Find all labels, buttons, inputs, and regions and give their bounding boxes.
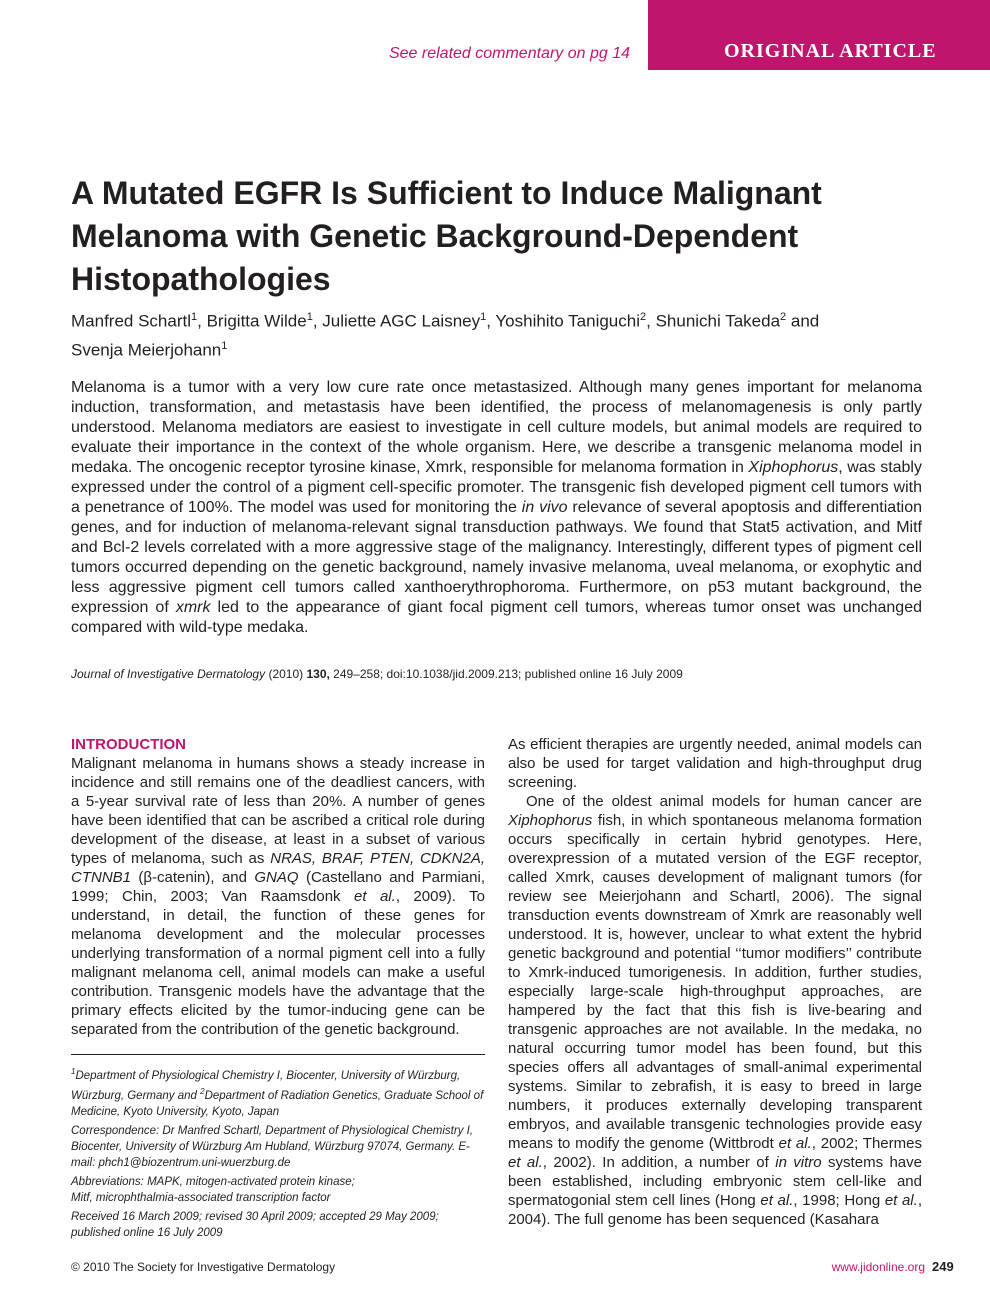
text-run: Xiphophorus — [508, 812, 593, 829]
related-commentary-link[interactable]: See related commentary on pg 14 — [388, 45, 630, 62]
text-run: Malignant melanoma in humans shows a steady increase in incidence and still remains one of the deadliest cancers, with a 5-year survival rate of less than 20%. A number of genes have been identified that can be ascribed a critical role during development of the disease, at least in a subset of various types of melanoma, such as — [71, 755, 485, 867]
text-run: 1 — [71, 1067, 76, 1076]
right-column — [508, 735, 922, 1229]
text-run: 2 — [200, 1086, 205, 1096]
text-run: , 1998; Hong — [793, 1192, 885, 1209]
author-name: Manfred Schartl — [71, 311, 191, 331]
text-run: Melanoma is a tumor with a very low cure rate once metastasized. Although many genes important for melanoma induction, transformation, and metastasis have been identified, the process of melanomagenesis is only partly understood. Melanoma mediators are easiest to investigate in cell culture models, but animal models are required to evaluate their importance in the context of the whole organism. Here, we describe a transgenic melanoma model in medaka. The oncogenic receptor tyrosine kinase, Xmrk, responsible for melanoma formation in — [71, 379, 922, 476]
author-name: Brigitta Wilde — [206, 311, 307, 331]
text-run: fish, in which spontaneous melanoma formation occurs specifically in certain hybrid genotypes. Here, overexpression of a mutated version of the EGF receptor, called Xmrk, causes development of malignant tumors (for review see Meierjohann and Schartl, 2006). The signal transduction events downstream of Xmrk are reasonably well understood. It is, however, unclear to what extent the hybrid genetic background and potential ‘‘tumor modifiers’’ contribute to Xmrk-induced tumorigenesis. In addition, further studies, especially large-scale high-throughput approaches, are hampered by the fact that this fish is live-bearing and transgenic approaches are not available. In the medaka, no natural occurring tumor model has been found, but this species offers all advantages of small-animal experimental systems. Similar to zebrafish, it is easy to breed in large numbers, it produces externally developing transparent embryos, and available transgenic technologies provide easy means to modify the genome (Wittbrodt — [508, 812, 922, 1152]
abstract — [71, 378, 922, 638]
text-run: (β-catenin), and — [131, 869, 255, 886]
text-run: et al. — [508, 1154, 543, 1171]
body-paragraph — [508, 792, 922, 1229]
text-run: Department of Radiation Genetics, Graduate School of Medicine, Kyoto University, Kyoto, Japan — [71, 1089, 484, 1118]
journal-website-link[interactable]: www.jidonline.org — [831, 1260, 925, 1274]
abbreviations-line-2: Mitf, microphthalmia-associated transcription factor — [71, 1191, 331, 1204]
text-run: , 2002; Thermes — [811, 1135, 922, 1152]
text-run: et al. — [354, 888, 396, 905]
introduction-heading: INTRODUCTION — [71, 736, 186, 753]
text-run: et al. — [884, 1192, 918, 1209]
author-affiliation: 1 — [306, 311, 313, 323]
copyright-notice: © 2010 The Society for Investigative Dermatology — [71, 1260, 336, 1274]
introduction-paragraph — [71, 754, 485, 1039]
section-banner — [648, 0, 990, 70]
text-run: in vivo — [521, 499, 568, 516]
left-column — [71, 735, 485, 1039]
section-banner-label: ORIGINAL ARTICLE — [724, 40, 937, 62]
text-run: One of the oldest animal models for human cancer are — [526, 793, 922, 810]
text-run: et al. — [778, 1135, 812, 1152]
text-run: 130, — [306, 667, 330, 681]
text-run: , 2009). To understand, in detail, the function of these genes for melanoma development and the molecular processes underlying transformation of a normal pigment cell into a fully malignant melanoma cell, animal models can make a useful contribution. Transgenic models have the advantage that the primary effects elicited by the tumor-inducing gene can be separated from the contribution of the genetic background. — [71, 888, 485, 1038]
author-affiliation: 2 — [640, 311, 647, 323]
footnote-divider — [71, 1054, 485, 1055]
author-name: Shunichi Takeda — [655, 311, 781, 331]
body-paragraph — [508, 735, 922, 792]
text-run: NRAS, BRAF, PTEN, CDKN2A, CTNNB1 — [71, 850, 485, 886]
text-run: Xiphophorus — [748, 459, 839, 476]
author-affiliation: 1 — [221, 339, 228, 352]
author-affiliation: 1 — [480, 311, 487, 323]
author-name: Juliette AGC Laisney — [322, 311, 481, 331]
page-number: 249 — [932, 1259, 954, 1274]
text-run: (Castellano and Parmiani, 1999; Chin, 2003; Van Raamsdonk — [71, 869, 485, 905]
text-run: led to the appearance of giant focal pigment cell tumors, whereas tumor onset was unchanged compared with wild-type medaka. — [71, 599, 922, 636]
article-title: A Mutated EGFR Is Sufficient to Induce Malignant Melanoma with Genetic Background-Dependent Histopathologies — [71, 175, 822, 297]
footnotes — [71, 1064, 485, 1244]
abbreviations-line-1: Abbreviations: MAPK, mitogen-activated protein kinase; — [71, 1175, 355, 1188]
author-affiliation: 1 — [191, 311, 198, 323]
text-run: As efficient therapies are urgently needed, animal models can also be used for target validation and high-throughput drug screening. — [508, 736, 922, 791]
affiliations-footnote — [71, 1064, 485, 1120]
author-affiliation: 2 — [780, 311, 787, 323]
text-run: 249–258; doi:10.1038/jid.2009.213; published online 16 July 2009 — [329, 667, 683, 681]
text-run: et al. — [760, 1192, 794, 1209]
dates-footnote: Received 16 March 2009; revised 30 April 2009; accepted 29 May 2009; published online 16 July 2009 — [71, 1210, 439, 1239]
correspondence-footnote: Correspondence: Dr Manfred Schartl, Department of Physiological Chemistry I, Biocenter, University of Würzburg Am Hubland, Würzburg 97074, Germany. E-mail: phch1@biozentrum.uni-wuerzburg.de — [71, 1124, 474, 1169]
text-run: relevance of several apoptosis and differentiation genes, and for induction of melanoma-relevant signal transduction pathways. We found that Stat5 activation, and Mitf and Bcl-2 levels correlated with a more aggressive stage of the malignancy. Interestingly, different types of pigment cell tumors occurred depending on the genetic background, namely invasive melanoma, uveal melanoma, or exophytic and less aggressive pigment cell tumors called xanthoerythrophoroma. Furthermore, on p53 mutant background, the expression of — [71, 499, 922, 616]
author-name: Svenja Meierjohann — [71, 340, 222, 360]
text-run: , was stably expressed under the control of a pigment cell-specific promoter. The transgenic fish developed pigment cell tumors with a penetrance of 100%. The model was used for monitoring the — [71, 459, 922, 516]
author-name: Yoshihito Taniguchi — [495, 311, 640, 331]
text-run: (2010) — [265, 667, 307, 681]
text-run: , 2004). The full genome has been sequenced (Kasahara — [508, 1192, 922, 1228]
text-run: GNAQ — [254, 869, 299, 886]
text-run: Department of Physiological Chemistry I, Biocenter, University of Würzburg, Würzburg, Germany and — [71, 1069, 461, 1102]
journal-citation — [71, 666, 922, 682]
abbreviations-footnote — [71, 1174, 485, 1206]
text-run: , 2002). In addition, a number of — [542, 1154, 776, 1171]
text-run: in vitro — [775, 1154, 822, 1171]
text-run: Journal of Investigative Dermatology — [71, 667, 266, 681]
text-run: xmrk — [175, 599, 211, 616]
author-list: Manfred Schartl$^1$, Brigitta Wilde$^1$, Juliette AGC Laisney$^1$, Yoshihito Taniguchi$^2$, Shunichi Takeda$^2$ and Svenja Meierjohann$^1$ — [71, 311, 820, 360]
text-run: systems have been established, including embryonic stem cell-like and spermatogonial stem cell lines (Hong — [508, 1154, 922, 1209]
